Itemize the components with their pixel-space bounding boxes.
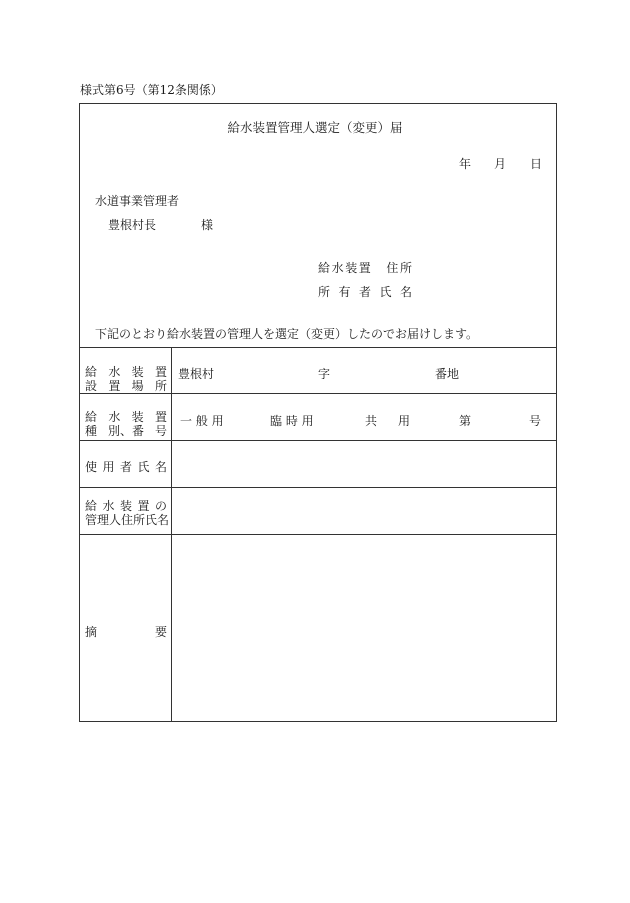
form-number: 様式第6号（第12条関係）: [80, 83, 223, 97]
column-divider: [171, 347, 172, 722]
row-label-remarks: 摘 要: [85, 625, 167, 639]
date-year-label: 年: [459, 157, 472, 171]
type-shared-1: 共: [365, 414, 378, 428]
addressee-name: 豊根村長: [108, 218, 157, 232]
row-label-manager: 給 水 装 置 の: [85, 499, 167, 513]
number-suffix: 号: [529, 414, 542, 428]
row-label-install-location-2: 設 置 場 所: [85, 379, 167, 393]
row-divider: [79, 440, 557, 441]
village-name: 豊根村: [178, 367, 215, 381]
number-prefix: 第: [459, 414, 472, 428]
type-shared-2: 用: [398, 414, 411, 428]
addressee-title: 水道事業管理者: [95, 194, 180, 208]
addressee-honorific: 様: [201, 218, 214, 232]
aza-label: 字: [318, 367, 331, 381]
row-divider: [79, 487, 557, 488]
row-divider: [79, 534, 557, 535]
row-label-device-type-2: 種 別、番 号: [85, 424, 167, 438]
statement-text: 下記のとおり給水装置の管理人を選定（変更）したのでお届けします。: [95, 327, 479, 341]
row-label-install-location: 給 水 装 置: [85, 365, 167, 379]
form-title: 給水装置管理人選定（変更）届: [227, 120, 403, 135]
type-general: 一 般 用: [180, 414, 224, 428]
owner-name-label: 所 有 者 氏 名: [318, 285, 412, 299]
row-label-device-type: 給 水 装 置: [85, 410, 167, 424]
type-temporary: 臨 時 用: [270, 414, 314, 428]
date-day-label: 日: [530, 157, 543, 171]
owner-address-label: 給 水 装 置 住 所: [318, 261, 412, 275]
row-label-user-name: 使 用 者 氏 名: [85, 460, 167, 474]
row-label-manager-2: 管理人住所氏名: [85, 513, 170, 527]
date-month-label: 月: [494, 157, 507, 171]
table-top-rule: [79, 347, 557, 348]
banchi-label: 番地: [435, 367, 460, 381]
